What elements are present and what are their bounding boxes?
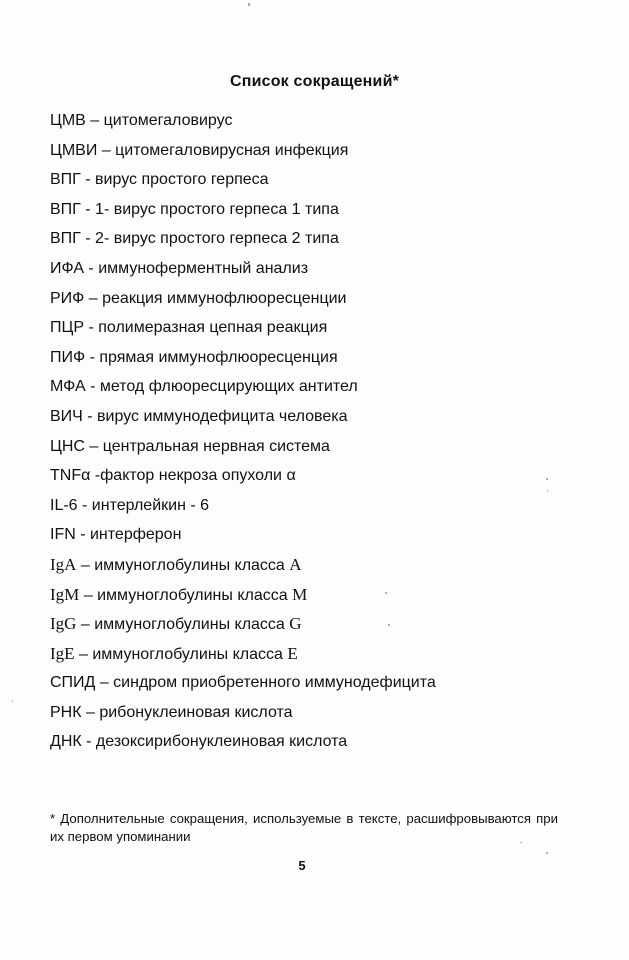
list-item: ВПГ - 1- вирус простого герпеса 1 типа bbox=[50, 200, 339, 218]
list-item: ДНК - дезоксирибонуклеиновая кислота bbox=[50, 733, 348, 751]
list-item: ВПГ - 2- вирус простого герпеса 2 типа bbox=[50, 230, 339, 248]
list-item: IL-6 - интерлейкин - 6 bbox=[50, 496, 210, 514]
scan-speck bbox=[388, 624, 390, 626]
list-item: ЦМВ – цитомегаловирус bbox=[50, 112, 233, 129]
list-item: ПЦР - полимеразная цепная реакция bbox=[50, 319, 328, 337]
scan-speck bbox=[546, 478, 548, 480]
page-number: 5 bbox=[298, 858, 306, 873]
list-item: ИФА - иммуноферментный анализ bbox=[50, 259, 309, 277]
list-item: МФА - метод флюоресцирующих антител bbox=[50, 378, 358, 396]
list-item: ЦНС – центральная нервная система bbox=[50, 437, 330, 455]
list-item: РНК – рибонуклеиновая кислота bbox=[50, 703, 293, 721]
list-item: РИФ – реакция иммунофлюоресценции bbox=[50, 289, 347, 307]
list-item: IFN - интерферон bbox=[50, 526, 182, 544]
page-title: Список сокращений* bbox=[229, 73, 400, 90]
list-item: IgM – иммуноглобулины класса M bbox=[50, 584, 308, 604]
scan-speck bbox=[248, 3, 250, 6]
abbreviation-list bbox=[50, 110, 436, 761]
scan-speck bbox=[547, 490, 548, 492]
scan-speck bbox=[12, 700, 13, 702]
scan-speck bbox=[520, 842, 522, 843]
footnote: * Дополнительные сокращения, используемые в тексте, расшифровываются при их первом упоминании bbox=[50, 811, 558, 844]
list-item: TNFα -фактор некроза опухоли α bbox=[50, 467, 296, 485]
list-item: ВИЧ - вирус иммунодефицита человека bbox=[50, 407, 348, 425]
list-item: ПИФ - прямая иммунофлюоресценция bbox=[50, 348, 338, 366]
list-item: IgA – иммуноглобулины класса A bbox=[50, 554, 302, 574]
list-item: СПИД – синдром приобретенного иммунодефицита bbox=[50, 674, 436, 692]
list-item: ВПГ - вирус простого герпеса bbox=[50, 171, 269, 189]
list-item: IgG – иммуноглобулины класса G bbox=[50, 614, 302, 634]
scan-speck bbox=[546, 852, 548, 854]
list-item: IgE – иммуноглобулины класса E bbox=[50, 643, 298, 663]
list-item: ЦМВИ – цитомегаловирусная инфекция bbox=[50, 141, 349, 159]
scan-speck bbox=[385, 592, 387, 594]
